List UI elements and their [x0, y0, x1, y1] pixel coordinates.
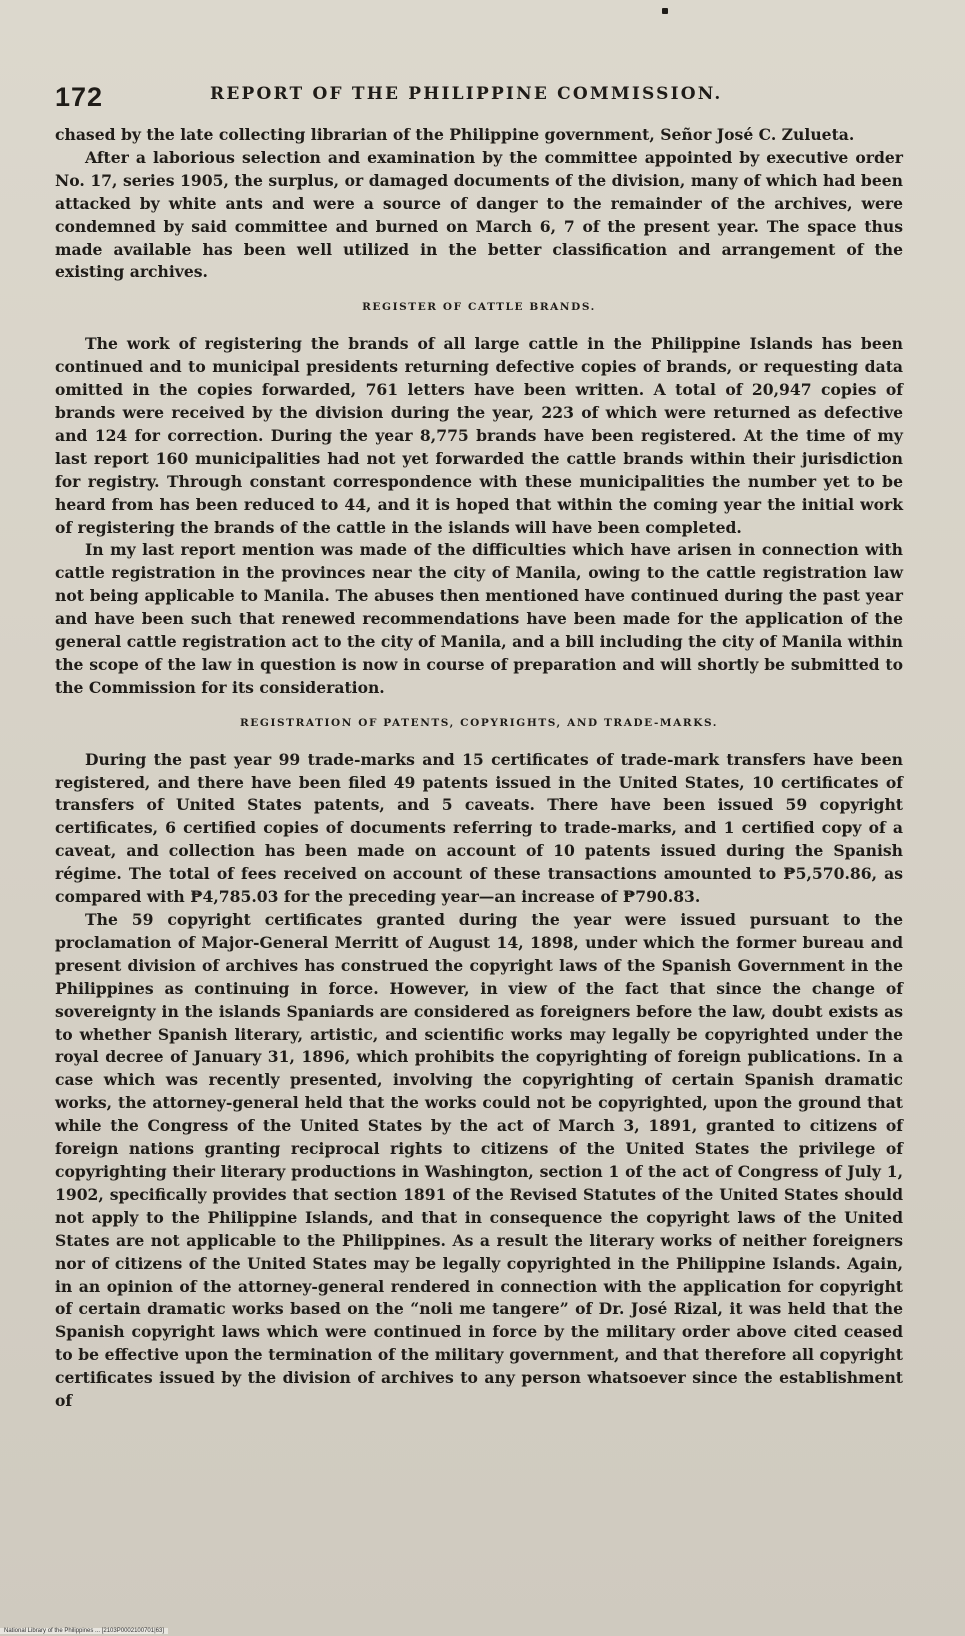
- page-header: [55, 78, 925, 118]
- section-heading-cattle-brands: REGISTER OF CATTLE BRANDS.: [362, 301, 596, 314]
- paragraph-trade-marks: During the past year 99 trade-marks and 15 certificates of trade-mark transfers have been registered, and there have been filed 49 patents issued in the United States, 10 certificates of transfers of United States patents, and 5 caveats. There have been issued 59 copyright certificates, 6 certified copies of documents referring to trade-marks, and 1 certified copy of a caveat, and collection has been made on account of 10 patents issued during the Spanish régime. The total of fees received on account of these transactions amounted to ₱5,570.86, as compared with ₱4,785.03 for the preceding year—an increase of ₱790.83.: [55, 749, 903, 907]
- section-heading-patents: REGISTRATION OF PATENTS, COPYRIGHTS, AND TRADE-MARKS.: [239, 716, 719, 729]
- paragraph-copyright: The 59 copyright certificates granted during the year were issued pursuant to the proclamation of Major-General Merritt of August 14, 1898, under which the former bureau and present division of archives has construed the copyright laws of the Spanish Government in the Philippines as continuing in force. However, in view of the fact that since the change of sovereignty in the islands Spaniards are considered as foreigners before the law, doubt exists as to whether Spanish literary, artistic, and scientific works may legally be copyrighted under the royal decree of January 31, 1896, which prohibits the copyrighting of foreign publications. In a case which was recently presented, involving the copyrighting of certain Spanish dramatic works, the attorney-general held that the works could not be copyrighted, upon the ground that while the Congress of the United States by the act of March 3, 1891, granted to citizens of foreign nations granting reciprocal rights to citizens of the United States the privilege of copyrighting their literary productions in Washington, section 1 of the act of Congress of July 1, 1902, specifically provides that section 1891 of the Revised Statutes of the United States should not apply to the Philippine Islands, and that in consequence the copyright laws of the United States are not applicable to the Philippines. As a result the literary works of neither foreigners nor of citizens of the United States may be legally copyrighted in the Philippine Islands. Again, in an opinion of the attorney-general rendered in connection with the application for copyright of certain dramatic works based on the “noli me tangere” of Dr. José Rizal, it was held that the Spanish copyright laws which were continued in force by the military order above cited ceased to be effective upon the termination of the military government, and that therefore all copyright certificates issued by the division of archives to any person whatsoever since the establishment of: [55, 910, 903, 1411]
- page-number: 172: [55, 82, 104, 112]
- paragraph-cattle-manila: In my last report mention was made of the difficulties which have arisen in connection with cattle registration in the provinces near the city of Manila, owing to the cattle registration law not being applicable to Manila. The abuses then mentioned have continued during the past year and have been such that renewed recommendations have been made for the application of the general cattle registration act to the city of Manila, and a bill including the city of Manila within the scope of the law in question is now in course of preparation and will shortly be submitted to the Commission for its consideration.: [55, 540, 903, 697]
- ink-mark: [662, 8, 668, 14]
- paragraph-continuation: chased by the late collecting librarian of the Philippine government, Señor José C. Zulueta.: [55, 125, 855, 144]
- running-head: REPORT OF THE PHILIPPINE COMMISSION.: [210, 84, 723, 104]
- scan-footer: National Library of the Philippines ... [2103P0002100701|63]: [0, 1628, 168, 1634]
- body-text: [55, 124, 903, 1413]
- paragraph-archives: After a laborious selection and examination by the committee appointed by executive order No. 17, series 1905, the surplus, or damaged documents of the division, many of which had been attacked by white ants and were a source of danger to the remainder of the archives, were condemned by said committee and burned on March 6, 7 of the present year. The space thus made available has been well utilized in the better classification and arrangement of the existing archives.: [55, 147, 903, 282]
- paragraph-cattle-brands: The work of registering the brands of all large cattle in the Philippine Islands has been continued and to municipal presidents returning defective copies of brands, or requesting data omitted in the copies forwarded, 761 letters have been written. A total of 20,947 copies of brands were received by the division during the year, 223 of which were returned as defective and 124 for correction. During the year 8,775 brands have been registered. At the time of my last report 160 municipalities had not yet forwarded the cattle brands within their jurisdiction for registry. Through constant correspondence with these municipalities the number yet to be heard from has been reduced to 44, and it is hoped that within the coming year the initial work of registering the brands of the cattle in the islands will have been completed.: [55, 334, 903, 537]
